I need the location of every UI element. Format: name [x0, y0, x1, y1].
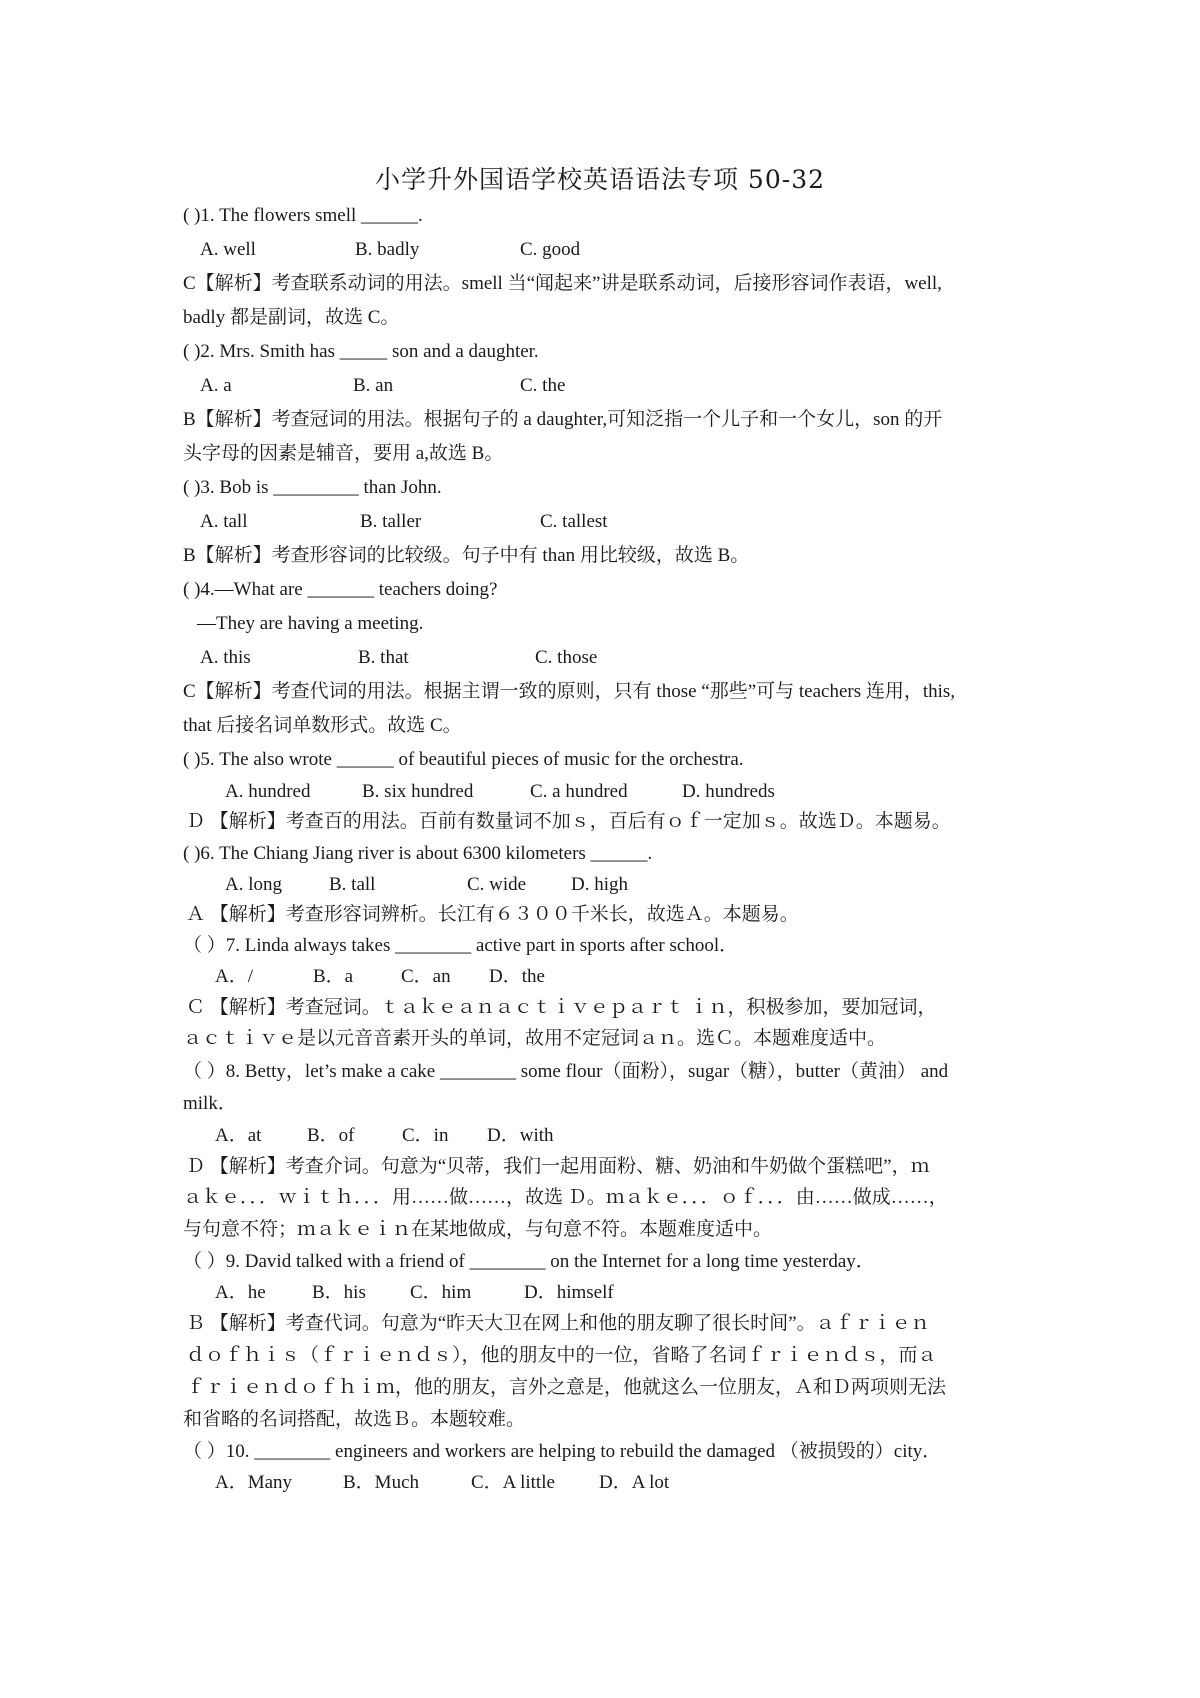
answer-explanation: ｆｒｉｅｎｄｏｆｈｉｍ，他的朋友，言外之意是，他就这么一位朋友，Ａ和Ｄ两项则无法	[186, 1377, 947, 1398]
question-8	[183, 1060, 948, 1084]
question-stem: 3. Bob is _________ than John.	[200, 477, 442, 498]
question-stem: 9. David talked with a friend of ________ on the Internet for a long time yesterday．	[225, 1251, 875, 1272]
option: D．the	[489, 966, 545, 987]
page-title: 小学升外国语学校英语语法专项 50-32	[374, 165, 826, 194]
answer-blank: ( )	[183, 579, 201, 600]
answer-explanation: C【解析】考查联系动词的用法。smell 当“闻起来”讲是联系动词，后接形容词作表语，well,	[183, 273, 942, 294]
answer-explanation: Ｃ 【解析】考查冠词。ｔａｋｅａｎａｃｔｉｖｅｐａｒｔ ｉｎ，积极参加，要加冠词，	[186, 997, 937, 1018]
options-7	[215, 965, 545, 989]
options-3	[200, 510, 608, 534]
option: B. six hundred	[362, 781, 474, 802]
answer-blank: ( )	[183, 843, 201, 864]
answer-blank: ( )	[183, 749, 201, 770]
option: B．his	[312, 1282, 366, 1303]
option: D．with	[487, 1125, 554, 1146]
options-1	[200, 238, 580, 262]
option: C. a hundred	[530, 781, 628, 802]
answer-explanation: ａｃｔｉｖｅ是以元音音素开头的单词，故用不定冠词ａｎ。选Ｃ。本题难度适中。	[183, 1028, 887, 1049]
question-3	[183, 476, 442, 500]
question-stem: 7. Linda always takes ________ active part in sports after school．	[225, 935, 739, 956]
option: B．Much	[343, 1472, 420, 1493]
option: A. this	[200, 647, 251, 668]
options-10	[215, 1471, 669, 1495]
options-5	[225, 780, 775, 804]
answer-blank: ( )	[183, 341, 201, 362]
answer-blank: （ ）	[183, 935, 226, 956]
question-stem: 2. Mrs. Smith has _____ son and a daughter.	[200, 341, 539, 362]
option: C．in	[402, 1125, 449, 1146]
options-4	[200, 646, 597, 670]
answer-explanation: badly 都是副词，故选 C。	[183, 307, 400, 328]
options-9	[215, 1281, 614, 1305]
question-1	[183, 204, 423, 228]
option: A．he	[215, 1282, 266, 1303]
question-4	[183, 578, 497, 602]
option: B. taller	[360, 511, 422, 532]
option: A. well	[200, 239, 256, 260]
question-10	[183, 1440, 941, 1464]
answer-explanation: Ｄ 【解析】考查百的用法。百前有数量词不加ｓ，百后有ｏｆ一定加ｓ。故选Ｄ。本题易。	[186, 811, 951, 832]
option: A. long	[225, 874, 282, 895]
question-9	[183, 1250, 875, 1274]
answer-blank: （ ）	[183, 1441, 226, 1462]
question-stem: 4.—What are _______ teachers doing?	[200, 579, 498, 600]
option: B. tall	[329, 874, 376, 895]
option: A．/	[215, 966, 254, 987]
option: C. wide	[467, 874, 527, 895]
option: A. hundred	[225, 781, 311, 802]
question-2	[183, 340, 539, 364]
option: B．a	[313, 966, 354, 987]
answer-explanation: 和省略的名词搭配，故选Ｂ。本题较难。	[183, 1409, 526, 1430]
options-8	[215, 1124, 554, 1148]
answer-explanation: 与句意不符；ｍａｋｅｉｎ在某地做成，与句意不符。本题难度适中。	[183, 1219, 773, 1240]
option: C. those	[535, 647, 598, 668]
answer-blank: ( )	[183, 477, 201, 498]
option: C．A little	[471, 1472, 555, 1493]
option: C．him	[410, 1282, 472, 1303]
option: B. an	[353, 375, 394, 396]
option: D．A lot	[599, 1472, 670, 1493]
answer-explanation: that 后接名词单数形式。故选 C。	[183, 715, 462, 736]
answer-explanation: Ｂ 【解析】考查代词。句意为“昨天大卫在网上和他的朋友聊了很长时间”。ａｆｒｉｅｎ	[186, 1313, 930, 1334]
question-8-continued: milk．	[183, 1093, 237, 1114]
option: D. hundreds	[682, 781, 775, 802]
answer-explanation: ａｋｅ．．．ｗｉｔｈ．．．用……做……，故选 Ｄ。ｍａｋｅ．．．ｏｆ．．．由……做成……，	[183, 1187, 948, 1208]
question-stem: 5. The also wrote ______ of beautiful pieces of music for the orchestra.	[200, 749, 744, 770]
answer-explanation: B【解析】考查形容词的比较级。句子中有 than 用比较级，故选 B。	[183, 545, 750, 566]
answer-explanation: B【解析】考查冠词的用法。根据句子的 a daughter,可知泛指一个儿子和一个女儿，son 的开	[183, 409, 943, 430]
question-stem: 8. Betty，let’s make a cake ________ some flour（面粉），sugar（糖），butter（黄油） and	[225, 1061, 949, 1082]
options-2	[200, 374, 565, 398]
option: B. that	[358, 647, 409, 668]
option: D. high	[571, 874, 628, 895]
option: D．himself	[524, 1282, 614, 1303]
question-stem: 1. The flowers smell ______.	[200, 205, 423, 226]
answer-explanation: ｄｏｆｈｉｓ（ｆｒｉｅｎｄｓ），他的朋友中的一位，省略了名词ｆｒｉｅｎｄｓ，而ａ	[186, 1345, 937, 1366]
option: A．Many	[215, 1472, 293, 1493]
question-4-reply: —They are having a meeting.	[197, 613, 424, 634]
option: C. good	[520, 239, 581, 260]
answer-blank: （ ）	[183, 1251, 226, 1272]
option: B．of	[307, 1125, 355, 1146]
question-stem: 6. The Chiang Jiang river is about 6300 kilometers ______.	[200, 843, 653, 864]
option: A．at	[215, 1125, 262, 1146]
question-7	[183, 934, 738, 958]
answer-explanation: C【解析】考查代词的用法。根据主谓一致的原则，只有 those “那些”可与 teachers 连用，this,	[183, 681, 956, 702]
option: C. tallest	[540, 511, 608, 532]
answer-explanation: Ｄ 【解析】考查介词。句意为“贝蒂，我们一起用面粉、糖、奶油和牛奶做个蛋糕吧”，ｍ	[186, 1156, 930, 1177]
option: C. the	[520, 375, 566, 396]
option: A. a	[200, 375, 232, 396]
options-6	[225, 873, 628, 897]
answer-blank: （ ）	[183, 1061, 226, 1082]
answer-blank: ( )	[183, 205, 201, 226]
answer-explanation: Ａ 【解析】考查形容词辨析。长江有６３００千米长，故选Ａ。本题易。	[186, 904, 799, 925]
question-5	[183, 748, 744, 772]
question-stem: 10. ________ engineers and workers are helping to rebuild the damaged （被损毁的）city．	[225, 1441, 942, 1462]
option: A. tall	[200, 511, 248, 532]
answer-explanation: 头字母的因素是辅音，要用 a,故选 B。	[183, 443, 504, 464]
question-6	[183, 842, 652, 866]
option: B. badly	[355, 239, 420, 260]
option: C．an	[401, 966, 451, 987]
